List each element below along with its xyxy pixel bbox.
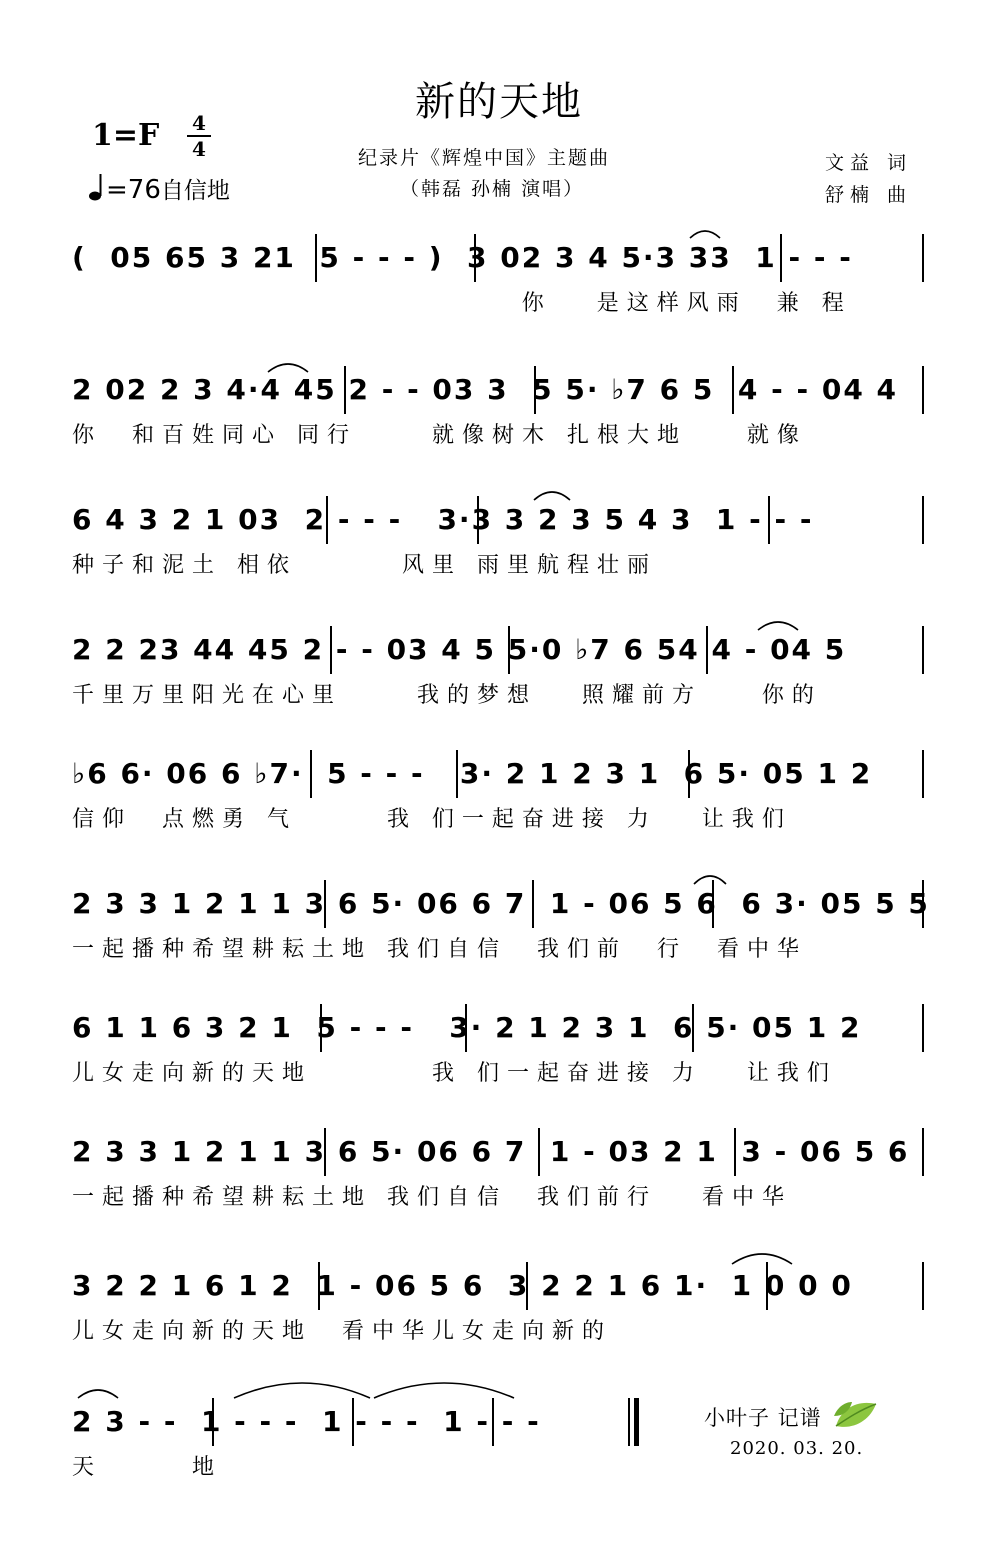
tempo-mark	[88, 172, 230, 205]
time-signature	[187, 112, 211, 160]
notation-line: 6 1 1 6 3 2 1 5 - - - 3· 2 1 2 3 1 6 5· 05 1 2	[72, 1011, 862, 1044]
lyric-line: 种子和泥土 相依 风里 雨里航程壮丽	[72, 553, 657, 578]
lyric-line: 千里万里阳光在心里 我的梦想 照耀前方 你的	[72, 683, 822, 708]
barline	[330, 626, 332, 674]
barline	[692, 1004, 694, 1052]
barline	[922, 626, 924, 674]
final-barline-thick	[634, 1398, 639, 1446]
barline	[922, 1262, 924, 1310]
notation-line: 2 2 23 44 45 2 - - 03 4 5 5·0 ♭7 6 54 4 - 04 5	[72, 633, 847, 666]
barline	[315, 234, 317, 282]
notation-line: 2 3 3 1 2 1 1 3 6 5· 06 6 7 1 - 03 2 1 3 - 06 5 6	[72, 1135, 910, 1168]
barline	[532, 880, 534, 928]
notation-line: 6 4 3 2 1 03 2 - - - 3·3 3 2 3 5 4 3 1 - - -	[72, 503, 814, 536]
tempo-value: =76	[106, 175, 161, 205]
lyricist-credit: 文益 词	[825, 152, 913, 174]
barline	[688, 750, 690, 798]
lyric-line: 你 是这样风雨 兼 程	[72, 291, 852, 316]
barline	[922, 366, 924, 414]
barline	[922, 1128, 924, 1176]
barline	[922, 234, 924, 282]
notation-line: 2 02 2 3 4·4 45 2 - - 03 3 5 5· ♭7 6 5 4 - - 04 4	[72, 373, 899, 406]
barline	[780, 234, 782, 282]
barline	[712, 880, 714, 928]
performers: （韩磊 孙楠 演唱）	[400, 178, 585, 200]
barline	[477, 496, 479, 544]
barline	[465, 1004, 467, 1052]
barline	[922, 496, 924, 544]
barline	[766, 1262, 768, 1310]
lyric-line: 一起播种希望耕耘土地 我们自信 我们前 行 看中华	[72, 937, 807, 962]
composer-credit: 舒楠 曲	[825, 184, 913, 206]
barline	[456, 750, 458, 798]
barline	[320, 1004, 322, 1052]
barline	[324, 880, 326, 928]
barline	[318, 1262, 320, 1310]
meter-bottom: 4	[192, 137, 206, 161]
notation-line: 2 3 3 1 2 1 1 3 6 5· 06 6 7 1 - 06 5 6 6 3· 05 5 5	[72, 887, 930, 920]
barline	[474, 234, 476, 282]
lyric-line: 天 地	[72, 1455, 222, 1480]
barline	[768, 496, 770, 544]
leaf-icon	[832, 1396, 880, 1432]
barline	[922, 1004, 924, 1052]
barline	[922, 880, 924, 928]
barline	[492, 1398, 494, 1446]
transcription-date: 2020. 03. 20.	[730, 1438, 864, 1459]
barline	[732, 366, 734, 414]
barline	[324, 1128, 326, 1176]
lyric-line: 你 和百姓同心 同行 就像树木 扎根大地 就像	[72, 423, 807, 448]
barline	[706, 626, 708, 674]
barline	[310, 750, 312, 798]
notation-line: 3 2 2 1 6 1 2 1 - 06 5 6 3 2 2 1 6 1· 1 0 0 0	[72, 1269, 853, 1302]
notation-line: 2 3 - - 1 - - - 1 - - - 1 - - -	[72, 1405, 541, 1438]
meter-top: 4	[192, 111, 206, 135]
notation-line: ( 05 65 3 21 5 - - - ) 3 02 3 4 5·3 33 1 - - -	[72, 241, 853, 274]
notation-line: ♭6 6· 06 6 ♭7· 5 - - - 3· 2 1 2 3 1 6 5· 05 1 2	[72, 757, 873, 790]
barline	[534, 366, 536, 414]
final-barline	[628, 1398, 630, 1446]
subtitle: 纪录片《辉煌中国》主题曲	[358, 147, 611, 169]
barline	[326, 496, 328, 544]
barline	[212, 1398, 214, 1446]
lyric-line: 儿女走向新的天地 我 们一起奋进接 力 让我们	[72, 1061, 837, 1086]
song-title: 新的天地	[415, 79, 583, 125]
lyric-line: 信仰 点燃勇 气 我 们一起奋进接 力 让我们	[72, 807, 792, 832]
barline	[922, 750, 924, 798]
key-signature: 1=F	[92, 118, 160, 153]
barline	[344, 366, 346, 414]
tempo-expression: 自信地	[160, 178, 230, 204]
barline	[538, 1128, 540, 1176]
barline	[734, 1128, 736, 1176]
barline	[526, 1262, 528, 1310]
barline	[352, 1398, 354, 1446]
transcriber-signature: 小叶子 记谱	[704, 1406, 822, 1430]
barline	[508, 626, 510, 674]
quarter-note-icon	[88, 172, 106, 202]
lyric-line: 一起播种希望耕耘土地 我们自信 我们前行 看中华	[72, 1185, 792, 1210]
lyric-line: 儿女走向新的天地 看中华儿女走向新的	[72, 1319, 612, 1344]
